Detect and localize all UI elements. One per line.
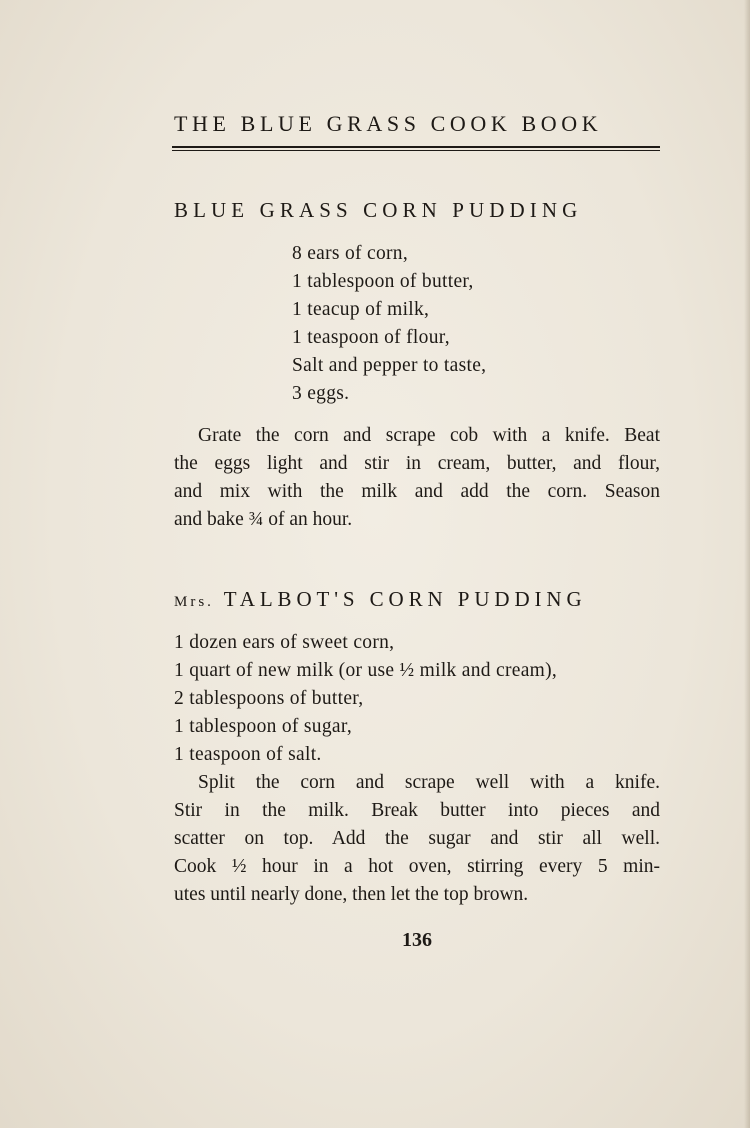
method-line: and bake ¾ of an hour.	[174, 509, 353, 530]
method-paragraph-2	[174, 769, 660, 909]
ingredient-item: 1 teacup of milk,	[292, 299, 430, 320]
ingredient-item: 1 teaspoon of flour,	[292, 327, 450, 348]
method-line: scatter on top. Add the sugar and stir all well.	[174, 828, 660, 849]
recipe-title-mrs-talbots-corn-pudding	[174, 585, 587, 616]
method-line: and mix with the milk and add the corn. Season	[174, 481, 660, 502]
ingredient-item: 8 ears of corn,	[292, 243, 409, 264]
ingredient-item: 1 dozen ears of sweet corn,	[174, 632, 395, 653]
ingredient-item: 3 eggs.	[292, 383, 350, 404]
page-number: 136	[402, 929, 432, 951]
page-edge-shadow	[744, 0, 750, 1128]
header-rule-thick	[172, 146, 660, 148]
recipe-title-blue-grass-corn-pudding: BLUE GRASS CORN PUDDING	[174, 198, 583, 222]
method-line: Cook ½ hour in a hot oven, stirring every 5 min-	[174, 856, 660, 877]
ingredient-item: 1 tablespoon of sugar,	[174, 716, 353, 737]
running-head: THE BLUE GRASS COOK BOOK	[174, 111, 603, 136]
header-rule-thin	[172, 150, 660, 151]
ingredient-item: 1 tablespoon of butter,	[292, 271, 474, 292]
ingredient-item: 2 tablespoons of butter,	[174, 688, 364, 709]
recipe-title-prefix: Mrs.	[174, 594, 214, 610]
ingredient-item: 1 quart of new milk (or use ½ milk and cream),	[174, 660, 558, 681]
ingredient-item: Salt and pepper to taste,	[292, 355, 487, 376]
method-line: utes until nearly done, then let the top brown.	[174, 884, 529, 905]
ingredient-item: 1 teaspoon of salt.	[174, 744, 322, 765]
method-paragraph-1	[174, 422, 660, 534]
method-line: Grate the corn and scrape cob with a knife. Beat	[198, 425, 660, 446]
method-line: Stir in the milk. Break butter into pieces and	[174, 800, 660, 821]
method-line: Split the corn and scrape well with a knife.	[198, 772, 660, 793]
recipe-title-rest: TALBOT'S CORN PUDDING	[223, 587, 587, 611]
method-line: the eggs light and stir in cream, butter, and flour,	[174, 453, 660, 474]
